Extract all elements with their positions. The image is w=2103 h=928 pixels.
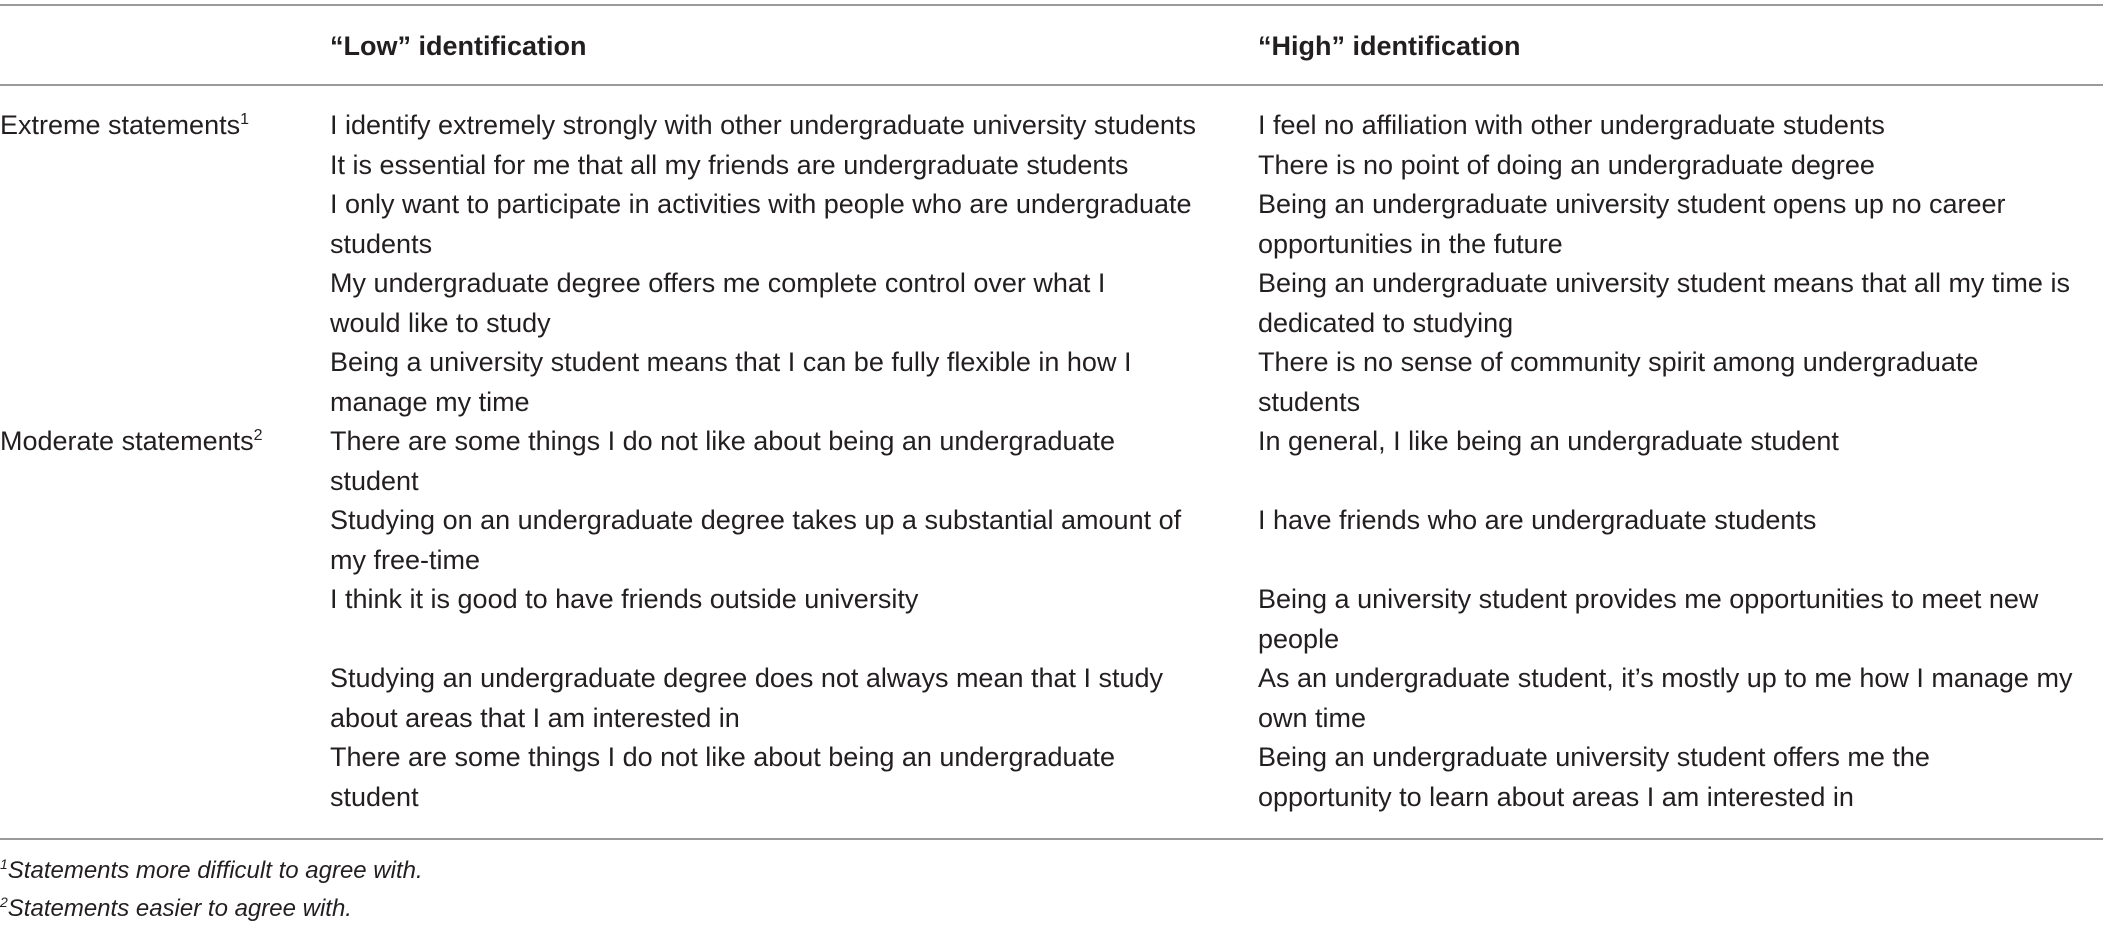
group-label-extreme: Extreme statements$^1$ [0,110,249,140]
footnote [0,890,423,928]
high-statement: Being an undergraduate university student means that all my time is dedicated to studying [1258,268,2070,338]
table-bottom-rule [0,838,2103,840]
low-statement: I only want to participate in activities with people who are undergraduate students [330,189,1192,259]
table-row [0,422,2103,501]
high-statement: Being a university student provides me opportunities to meet new people [1258,584,2039,654]
footnote-marker: 2 [253,427,263,444]
low-statement: There are some things I do not like about being an undergraduate student [330,426,1116,496]
table-row [0,738,2103,817]
high-statement: In general, I like being an undergraduate student [1258,426,1839,456]
low-statement: Being a university student means that I can be fully flexible in how I manage my time [330,347,1132,417]
table-body [0,106,2103,817]
footnote-marker: 1 [240,111,249,128]
high-statement: I have friends who are undergraduate students [1258,505,1817,535]
low-statement: I identify extremely strongly with other undergraduate university students [330,110,1196,140]
low-statement: There are some things I do not like about being an undergraduate student [330,742,1116,812]
footnote [0,852,423,890]
high-statement: Being an undergraduate university student opens up no career opportunities in the future [1258,189,2006,259]
table-row [0,264,2103,343]
table-top-rule [0,4,2103,6]
low-statement: It is essential for me that all my friends are undergraduate students [330,149,1129,180]
footnote-text: Statements easier to agree with. [7,895,352,922]
header-high-identification: “High” identification [1258,31,1521,61]
high-statement: There is no sense of community spirit among undergraduate students [1258,347,1979,417]
low-statement: Studying on an undergraduate degree takes up a substantial amount of my free-time [330,505,1182,575]
high-statement: As an undergraduate student, it’s mostly up to me how I manage my own time [1258,663,2073,733]
table-header-rule [0,84,2103,86]
group-label-moderate: Moderate statements$^2$ [0,426,263,456]
header-low-identification: “Low” identification [330,31,587,61]
low-statement: I think it is good to have friends outside university [330,584,919,614]
table-header-row [0,26,2103,66]
table-row [0,106,2103,146]
high-statement: Being an undergraduate university student offers me the opportunity to learn about areas I am interested in [1258,742,1930,812]
high-statement: I feel no affiliation with other undergraduate students [1258,110,1885,140]
footnote-marker: 2 [0,894,8,910]
high-statement: There is no point of doing an undergraduate degree [1258,149,1875,180]
table-footnotes [0,852,423,928]
table-row [0,501,2103,580]
footnote-marker: 1 [0,856,8,872]
table-row [0,343,2103,422]
low-statement: My undergraduate degree offers me complete control over what I would like to study [330,268,1106,338]
table-row [0,659,2103,738]
low-statement: Studying an undergraduate degree does not always mean that I study about areas that I am interested in [330,663,1164,733]
table-row [0,580,2103,659]
footnote-text: Statements more difficult to agree with. [7,857,423,884]
table-row [0,146,2103,186]
table-row [0,185,2103,264]
